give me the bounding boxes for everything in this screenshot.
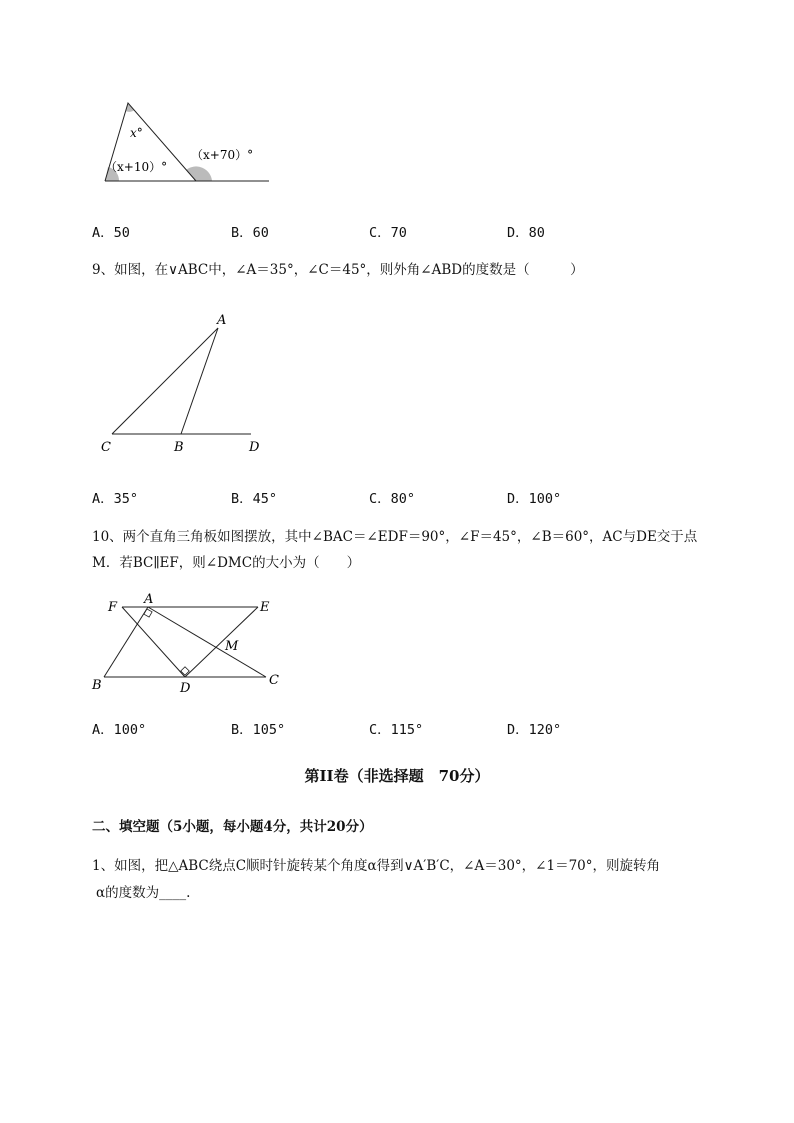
point-f-label: F bbox=[108, 600, 118, 615]
q8-option-c[interactable]: C．70 bbox=[369, 225, 407, 241]
point-d-label: D bbox=[249, 440, 260, 455]
point-a-label: A bbox=[217, 313, 227, 328]
point-e-label: E bbox=[260, 600, 270, 615]
side-ab bbox=[181, 328, 218, 434]
q9-option-d[interactable]: D．100° bbox=[507, 491, 562, 507]
point-d-label: D bbox=[180, 681, 191, 696]
section-subtitle: 二、填空题（5小题，每小题4分，共计20分） bbox=[92, 819, 373, 835]
point-b-label: B bbox=[92, 678, 102, 693]
segment-de bbox=[185, 607, 258, 677]
segment-fd bbox=[122, 607, 185, 677]
right-angle-mark-a bbox=[144, 609, 152, 617]
q8-option-d[interactable]: D．80 bbox=[507, 225, 545, 241]
point-m-label: M bbox=[225, 639, 239, 654]
q10-option-d[interactable]: D．120° bbox=[507, 722, 562, 738]
q10-option-c[interactable]: C．115° bbox=[369, 722, 424, 738]
q10-triangles-figure bbox=[88, 590, 288, 700]
q8-option-b[interactable]: B．60 bbox=[231, 225, 269, 241]
fill1-question-line2: α的度数为____. bbox=[96, 885, 191, 901]
q10-question-line2: M．若BC∥EF，则∠DMC的大小为（ ） bbox=[92, 555, 361, 571]
q10-question-line1: 10、两个直角三角板如图摆放，其中∠BAC＝∠EDF＝90°，∠F＝45°，∠B＝60°，AC与DE交于点 bbox=[92, 529, 698, 545]
q9-option-b[interactable]: B．45° bbox=[231, 491, 278, 507]
q8-triangle-figure bbox=[95, 95, 280, 195]
point-a-label: A bbox=[144, 592, 154, 607]
segment-ac bbox=[148, 607, 266, 677]
q9-triangle-figure bbox=[95, 310, 270, 460]
q9-question-text: 9、如图，在∨ABC中，∠A＝35°，∠C＝45°，则外角∠ABD的度数是（ ） bbox=[92, 262, 584, 278]
point-b-label: B bbox=[174, 440, 184, 455]
point-c-label: C bbox=[269, 673, 279, 688]
section-title: 第II卷（非选择题 70分） bbox=[304, 767, 490, 785]
label-x-plus-10: （x+10）° bbox=[105, 160, 168, 174]
q9-option-c[interactable]: C．80° bbox=[369, 491, 416, 507]
fill1-question-line1: 1、如图，把△ABC绕点C顺时针旋转某个角度α得到∨A′B′C，∠A＝30°，∠1＝70°，则旋转角 bbox=[92, 858, 660, 874]
segment-ba bbox=[104, 607, 148, 677]
side-ca bbox=[112, 328, 218, 434]
label-x-plus-70: （x+70）° bbox=[191, 148, 254, 162]
q10-option-b[interactable]: B．105° bbox=[231, 722, 286, 738]
point-c-label: C bbox=[101, 440, 111, 455]
q10-option-a[interactable]: A．100° bbox=[92, 722, 147, 738]
label-x: x° bbox=[130, 126, 143, 140]
q9-option-a[interactable]: A．35° bbox=[92, 491, 139, 507]
q8-option-a[interactable]: A．50 bbox=[92, 225, 130, 241]
